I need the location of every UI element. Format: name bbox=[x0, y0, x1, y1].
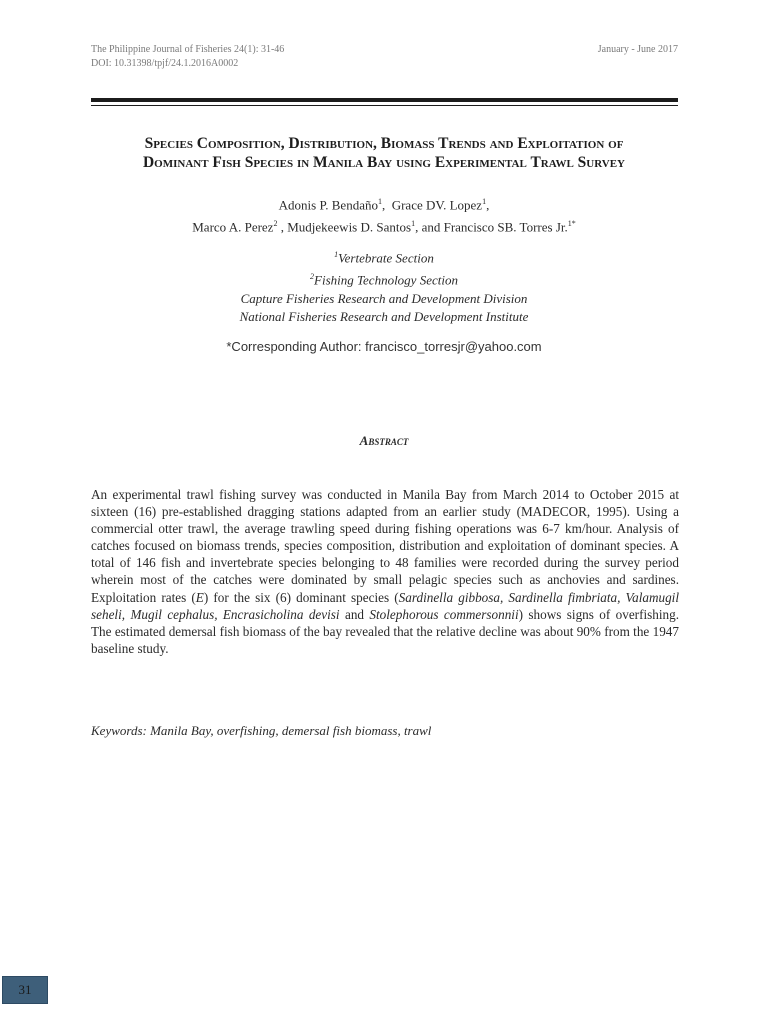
abstract-symbol: E bbox=[195, 589, 204, 605]
abstract-text: An experimental trawl fishing survey was conducted in Manila Bay from March 2014 to October 2015 at sixteen (16) pre-established dragging stations adapted from an earlier study (MADECOR, 1995). Using a commercial otter trawl, the average trawling speed during fishing operations was 6-7 km/hour. Analysis of catches focused on biomass trends, species composition, distribution and exploitation of dominant species. A total of 146 fish and invertebrate species belonging to 48 families were recorded during the survey period wherein most of the catches were dominated by small pelagic species such as anchovies and sardines. Exploitation rates ( bbox=[91, 487, 679, 605]
author-list bbox=[60, 192, 708, 237]
affiliation-4: National Fisheries Research and Development Institute bbox=[239, 309, 529, 325]
author-name: Marco A. Perez bbox=[192, 219, 274, 235]
corresponding-author: *Corresponding Author: francisco_torresjr@yahoo.com bbox=[226, 339, 542, 354]
author-name: Mudjekeewis D. Santos bbox=[287, 219, 412, 235]
author-name: Adonis P. Bendaño bbox=[278, 197, 378, 213]
title-line-2: Dominant Fish Species in Manila Bay using Experimental Trawl Survey bbox=[142, 154, 626, 171]
author-name: Grace DV. Lopez bbox=[391, 197, 483, 213]
affiliation-text: Vertebrate Section bbox=[338, 250, 434, 266]
author-affil-mark: 1 bbox=[411, 219, 416, 229]
affiliation-2 bbox=[60, 268, 708, 290]
affiliation-1 bbox=[60, 246, 708, 268]
species-name: Stolephorous commersonnii bbox=[369, 606, 519, 622]
author-affil-mark: 1 bbox=[377, 197, 382, 206]
author-name: Francisco SB. Torres Jr. bbox=[443, 219, 568, 235]
abstract-text: and bbox=[339, 606, 370, 622]
abstract-body bbox=[91, 486, 679, 657]
header-rule-thin bbox=[91, 105, 678, 106]
author-affil-mark: 1* bbox=[567, 219, 576, 229]
running-header-left bbox=[91, 43, 284, 71]
article-title bbox=[60, 134, 708, 172]
header-rule-thick bbox=[91, 98, 678, 102]
affiliation-3: Capture Fisheries Research and Development Division bbox=[240, 290, 528, 306]
keywords: Keywords: Manila Bay, overfishing, demersal fish biomass, trawl bbox=[91, 723, 432, 738]
author-affil-mark: 2 bbox=[273, 219, 278, 229]
species-names: Sardinella gibbosa, Sardinella fimbriata, Valamugil seheli, Mugil cephalus, Encrasicholina devisi bbox=[91, 589, 679, 622]
abstract-text: ) for the six (6) dominant species ( bbox=[203, 589, 399, 605]
affil-mark: 1 bbox=[334, 250, 339, 259]
abstract-heading: Abstract bbox=[359, 433, 409, 448]
affiliations bbox=[60, 246, 708, 327]
doi-link[interactable]: DOI: 10.31398/tpjf/24.1.2016A0002 bbox=[91, 58, 239, 69]
issue-date: January - June 2017 bbox=[597, 44, 678, 55]
journal-citation: The Philippine Journal of Fisheries 24(1): 31-46 bbox=[91, 44, 285, 55]
author-affil-mark: 1 bbox=[482, 197, 487, 206]
page-number-badge: 31 bbox=[2, 976, 48, 1004]
title-line-1: Species Composition, Distribution, Biomass Trends and Exploitation of bbox=[144, 135, 624, 152]
abstract-text: ) shows signs of overfishing. The estimated demersal fish biomass of the bay revealed that the relative decline was about 90% from the 1947 baseline study. bbox=[91, 606, 679, 656]
affil-mark: 2 bbox=[310, 271, 315, 281]
affiliation-text: Fishing Technology Section bbox=[314, 272, 458, 288]
author-line-1: Adonis P. Bendaño$^1$, Grace DV. Lopez$^1$, bbox=[278, 197, 490, 213]
author-line-2: Marco A. Perez$^2$ , Mudjekeewis D. Santos$^1$, and Francisco SB. Torres Jr.$^{1*}$ bbox=[192, 219, 576, 235]
